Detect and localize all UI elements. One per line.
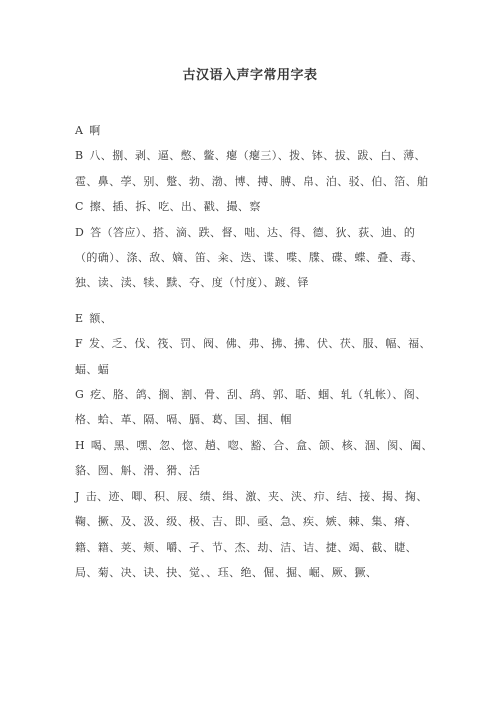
entry-b (75, 143, 435, 194)
entry-letter: F (75, 337, 84, 351)
entry-e (75, 306, 435, 331)
entry-h (75, 433, 435, 484)
entry-letter: H (75, 438, 85, 452)
entry-letter: E (75, 311, 84, 325)
entry-a (75, 118, 435, 143)
entry-letter: J (75, 489, 80, 503)
entry-characters: 啊 (89, 124, 101, 137)
entry-letter: A (75, 124, 84, 137)
entry-characters: 击、迹、唧、积、屐、绩、缉、激、夹、浃、疖、结、接、揭、掬、鞠、撅、及、汲、级、极、吉、即、亟、急、疾、嫉、棘、集、瘠、籍、籍、荚、颊、嚼、孑、节、杰、劫、洁、诘、捷、竭、截、睫、局、菊、决、诀、抉、觉、、珏、绝、倔、掘、崛、厥、獗、 (75, 489, 428, 579)
entry-letter: B (75, 149, 84, 163)
entry-c (75, 194, 435, 219)
entry-letter: D (75, 225, 85, 239)
entry-characters: 答（答应）、搭、滴、跌、督、咄、达、得、德、狄、荻、迪、的（的确）、涤、敌、嫡、笛、籴、迭、谍、喋、牒、碟、蝶、叠、毒、独、读、渎、犊、黩、夺、度（忖度）、踱、铎 (75, 225, 423, 290)
entry-g (75, 382, 435, 433)
entry-letter: G (75, 388, 85, 402)
entry-d (75, 220, 435, 296)
entry-characters: 八、捌、剥、逼、憋、鳖、瘪（瘪三）、拨、钵、拔、跋、白、薄、雹、鼻、荸、别、蹩、勃、渤、博、搏、膊、帛、泊、驳、伯、箔、舶 (75, 149, 429, 188)
entry-characters: 额、 (89, 311, 113, 325)
entry-characters: 擦、插、拆、吃、出、戳、撮、察 (89, 200, 261, 214)
entry-characters: 疙、胳、鸽、搁、割、骨、刮、鸹、郭、聒、蝈、轧（轧帐）、阁、格、蛤、革、隔、嗝、膈、葛、国、掴、帼 (75, 388, 427, 427)
document-title: 古汉语入声字常用字表 (182, 68, 318, 83)
entry-characters: 喝、黑、嘿、忽、惚、趟、唿、豁、合、盒、颌、核、涸、阂、阖、貉、囫、斛、滑、猾、活 (75, 438, 433, 478)
entry-j (75, 484, 435, 586)
entry-letter: C (75, 200, 84, 214)
entry-f (75, 331, 435, 382)
character-list (75, 118, 435, 585)
entry-characters: 发、乏、伐、筏、罚、阀、佛、弗、拂、拂、伏、茯、服、幅、福、蝠、蝠 (75, 337, 431, 376)
